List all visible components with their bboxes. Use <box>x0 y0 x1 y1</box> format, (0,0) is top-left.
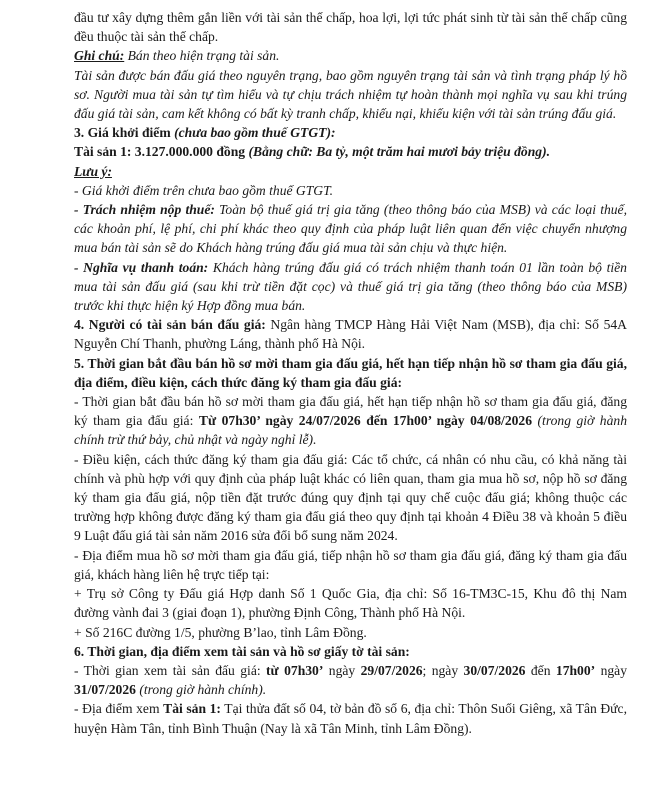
section5-office-1: + Trụ sở Công ty Đấu giá Hợp danh Số 1 Quốc Gia, địa chỉ: Số 16-TM3C-15, Khu đô thị Nam đường vành đai 3 (giai đoạn 1), phường Định Công, Thành phố Hà Nội. <box>74 586 627 621</box>
section6-location <box>74 699 627 737</box>
intro-paragraph: đầu tư xây dựng thêm gắn liền với tài sản thế chấp, hoa lợi, lợi tức phát sinh từ tài sản thế chấp cũng đều thuộc tài sản thế chấp. <box>74 10 627 45</box>
ghi-chu-label: Ghi chú: <box>74 48 125 64</box>
s6-e: ; ngày <box>422 662 464 678</box>
asset-price-words: (Bằng chữ: Ba tỷ, một trăm hai mươi bảy triệu đồng). <box>248 144 551 160</box>
note-tax-text: Toàn bộ thuế giá trị gia tăng (theo thông báo của MSB) và các loại thuế, các khoản phí, lệ phí, chi phí khác theo quy định của pháp luật liên quan đến việc chuyển nhượng mua bán tài sản sẽ do Khách hàng trúng đấu giá mua tài sản chịu và thực hiện. <box>74 202 627 256</box>
s6-h: 17h00’ <box>555 662 596 678</box>
luu-y-line <box>74 162 627 181</box>
s6-j: 31/07/2026 <box>74 682 136 698</box>
section6-time <box>74 661 627 699</box>
section3-heading <box>74 123 627 142</box>
ghi-chu-line <box>74 46 627 65</box>
s6-b: từ 07h30’ <box>266 662 324 678</box>
s6-i: ngày <box>595 662 628 678</box>
s6-d: 29/07/2026 <box>360 662 423 678</box>
note-vat: - Giá khởi điểm trên chưa bao gồm thuế GTGT. <box>74 182 334 198</box>
luu-y-label: Lưu ý: <box>74 163 112 179</box>
section3-asset <box>74 142 627 161</box>
note-payment-label: - Nghĩa vụ thanh toán: <box>74 259 209 275</box>
section5-office-2: + Số 216C đường 1/5, phường B’lao, tỉnh Lâm Đồng. <box>74 624 367 640</box>
s6-a: - Thời gian xem tài sản đấu giá: <box>74 662 267 678</box>
section4-text: Ngân hàng TMCP Hàng Hải Việt Nam (MSB), địa chỉ: Số 54A Nguyễn Chí Thanh, phường Láng, thành phố Hà Nội. <box>74 317 627 352</box>
ghi-chu-detail: Tài sản được bán đấu giá theo nguyên trạng, bao gồm nguyên trạng tài sản và tình trạng pháp lý hồ sơ. Người mua tài sản tự tìm hiểu và tự chịu trách nhiệm tự hoàn thành mọi nghĩa vụ sau khi trúng đấu giá tài sản, cam kết không có bất kỳ tranh chấp, khiếu nại, khiếu kiện với tài sản trúng đấu giá. <box>74 67 627 122</box>
section5-conditions: - Điều kiện, cách thức đăng ký tham gia đấu giá: Các tổ chức, cá nhân có nhu cầu, có khả năng tài chính và phù hợp với quy định của pháp luật khác có liên quan, tham gia mua hồ sơ, nộp hồ sơ đăng ký tham gia đấu giá, nộp tiền đặt trước đúng quy định tại quy chế cuộc đấu giá; không thuộc các trường hợp không được đăng ký tham gia đấu giá theo quy định tại khoản 4 Điều 38 và khoản 5 điều 9 Luật đấu giá tài sản năm 2016 sửa đổi bổ sung năm 2024. <box>74 451 627 544</box>
section5-location: - Địa điểm mua hồ sơ mời tham gia đấu giá, tiếp nhận hồ sơ tham gia đấu giá, đăng ký tham gia đấu giá, khách hàng liên hệ trực tiếp tại: <box>74 547 627 582</box>
s6-loc-a: - Địa điểm xem <box>74 701 164 717</box>
section3-heading-italic: (chưa bao gồm thuế GTGT): <box>174 125 336 141</box>
s6-k: (trong giờ hành chính). <box>135 682 267 698</box>
note-tax-label: - Trách nhiệm nộp thuế: <box>74 202 215 218</box>
section5-time-range: Từ 07h30’ ngày 24/07/2026 đến 17h00’ ngày 04/08/2026 <box>198 413 533 429</box>
section5-heading: 5. Thời gian bắt đầu bán hồ sơ mời tham gia đấu giá, hết hạn tiếp nhận hồ sơ tham gia đấu giá, địa điểm, điều kiện, cách thức đăng ký tham gia đấu giá: <box>74 355 627 390</box>
s6-f: 30/07/2026 <box>463 662 526 678</box>
s6-g: đến <box>525 662 556 678</box>
s6-loc-c: Tại thửa đất số 04, tờ bản đồ số 6, địa chỉ: Thôn Suối Giêng, xã Tân Đức, huyện Hàm Tân, tỉnh Bình Thuận (Nay là xã Tân Minh, tỉnh Lâm Đồng). <box>74 701 627 736</box>
s6-c: ngày <box>323 662 361 678</box>
section5-time-note: (trong giờ hành chính trừ thứ bảy, chủ nhật và ngày nghỉ lễ). <box>74 413 627 448</box>
section6-heading: 6. Thời gian, địa điểm xem tài sản và hồ sơ giấy tờ tài sản: <box>74 643 410 659</box>
section5-time <box>74 392 627 450</box>
s6-loc-b: Tài sản 1: <box>163 701 221 717</box>
note-payment-text: Khách hàng trúng đấu giá có trách nhiệm thanh toán 01 lần toàn bộ tiền mua tài sản đấu giá (sau khi trừ tiền đặt cọc) và thuế giá trị gia tăng (theo thông báo của MSB) trước khi thực hiện ký Hợp đồng mua bán. <box>74 259 627 314</box>
section4-heading: 4. Người có tài sản bán đấu giá: <box>74 317 266 333</box>
section4 <box>74 315 627 353</box>
note-payment <box>74 258 627 316</box>
ghi-chu-text: Bán theo hiện trạng tài sản. <box>124 48 280 64</box>
section5-time-text: - Thời gian bắt đầu bán hồ sơ mời tham gia đấu giá, hết hạn tiếp nhận hồ sơ tham gia đấu giá, đăng ký tham gia đấu giá: <box>74 394 627 429</box>
asset-price: Tài sản 1: 3.127.000.000 đồng <box>74 144 249 160</box>
note-tax-responsibility <box>74 200 627 258</box>
section3-heading-bold: 3. Giá khởi điểm <box>74 125 175 141</box>
